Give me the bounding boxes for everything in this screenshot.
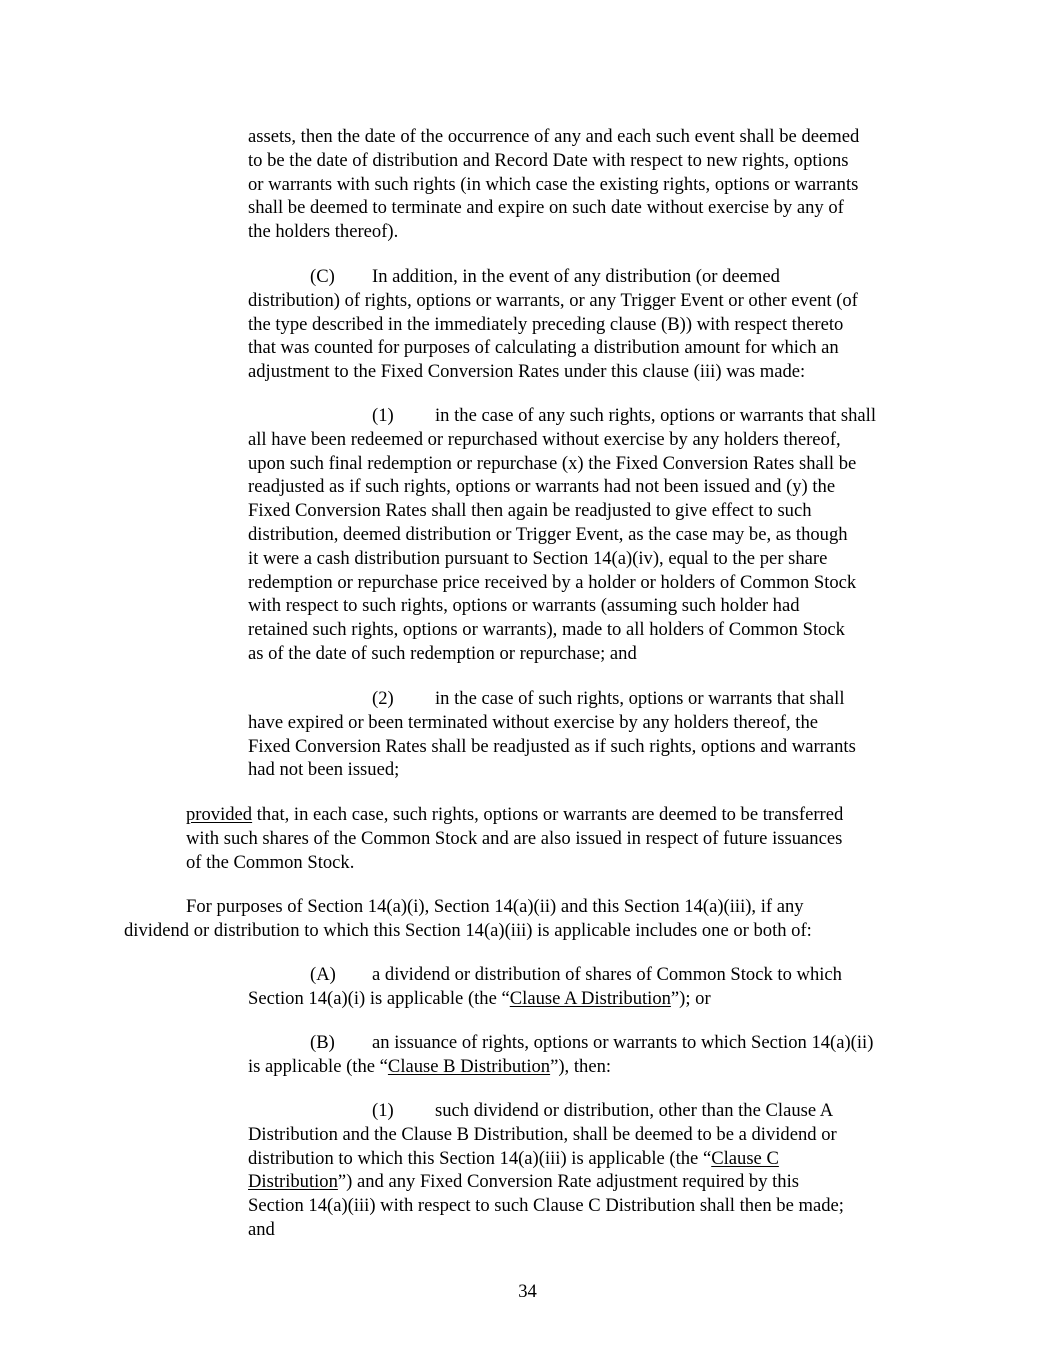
text-line: that was counted for purposes of calculating a distribution amount for which an: [248, 337, 839, 359]
text-line: had not been issued;: [248, 759, 400, 781]
clause-a-first-line: (A) a dividend or distribution of shares of Common Stock to which: [310, 964, 842, 985]
item-1-label: (1): [372, 405, 394, 426]
provided-term: provided: [186, 804, 253, 825]
clause-a-label: (A): [310, 964, 336, 985]
item-1-first-line: (1) in the case of any such rights, options or warrants that shall: [372, 405, 876, 426]
page-number: 34: [518, 1281, 537, 1302]
clause-b-first-line: (B) an issuance of rights, options or warrants to which Section 14(a)(ii): [310, 1032, 874, 1053]
text-line: have expired or been terminated without exercise by any holders thereof, the: [248, 711, 818, 733]
text-line: Fixed Conversion Rates shall be readjusted as if such rights, options and warrants: [248, 735, 856, 757]
text-line: of the Common Stock.: [186, 851, 355, 873]
item-1b-first-line: (1) such dividend or distribution, other than the Clause A: [372, 1100, 834, 1121]
text-line: with respect to such rights, options or warrants (assuming such holder had: [248, 595, 800, 617]
paragraph-assets: [248, 125, 859, 244]
item-1-redeemed: [248, 404, 876, 666]
for-purposes-line-2: dividend or distribution to which this Section 14(a)(iii) is applicable includes one or both of:: [124, 920, 812, 941]
item-2-expired: [248, 687, 856, 782]
clause-b-second-line: is applicable (the “Clause B Distribution”), then:: [248, 1055, 612, 1077]
clause-c: [248, 265, 858, 384]
defined-term-clause-b: Clause B Distribution: [387, 1055, 551, 1077]
text-line: redemption or repurchase price received by a holder or holders of Common Stock: [248, 571, 857, 593]
text-line: readjusted as if such rights, options or warrants had not been issued and (y) the: [248, 476, 836, 498]
clause-a-distribution: [248, 963, 842, 1011]
text-line: to be the date of distribution and Record Date with respect to new rights, options: [248, 149, 849, 171]
text-line: Fixed Conversion Rates shall then again be readjusted to give effect to such: [248, 500, 812, 522]
item-2-label: (2): [372, 688, 394, 709]
text-line: as of the date of such redemption or repurchase; and: [248, 642, 637, 664]
text-line: Distribution and the Clause B Distribution, shall be deemed to be a dividend or: [248, 1123, 837, 1145]
defined-term-clause-a: Clause A Distribution: [509, 987, 671, 1009]
defined-term-clause-c-part2: Distribution: [248, 1171, 338, 1193]
text-line: Section 14(a)(iii) with respect to such Clause C Distribution shall then be made;: [248, 1195, 844, 1217]
text-line: it were a cash distribution pursuant to Section 14(a)(iv), equal to the per share: [248, 547, 828, 569]
item-2-first-line: (2) in the case of such rights, options or warrants that shall: [372, 688, 845, 709]
text-line: all have been redeemed or repurchased without exercise by any holders thereof,: [248, 428, 841, 450]
text-line: distribution) of rights, options or warrants, or any Trigger Event or other event (of: [248, 289, 858, 311]
clause-c-first-line: (C) In addition, in the event of any distribution (or deemed: [310, 266, 780, 287]
paragraph-provided: [186, 803, 843, 874]
defined-term-clause-c-part1: Clause C: [711, 1147, 779, 1169]
clause-c-label: (C): [310, 266, 335, 287]
text-line: or warrants with such rights (in which case the existing rights, options or warrants: [248, 173, 859, 195]
text-line: adjustment to the Fixed Conversion Rates under this clause (iii) was made:: [248, 361, 806, 383]
text-line: distribution, deemed distribution or Trigger Event, as the case may be, as though: [248, 523, 848, 545]
clause-b-distribution: [248, 1031, 873, 1079]
text-line: the type described in the immediately preceding clause (B)) with respect thereto: [248, 313, 844, 335]
text-line: shall be deemed to terminate and expire on such date without exercise by any of: [248, 197, 844, 219]
text-line: with such shares of the Common Stock and are also issued in respect of future issuances: [186, 827, 843, 849]
for-purposes-line-1: For purposes of Section 14(a)(i), Section 14(a)(ii) and this Section 14(a)(iii), if any: [186, 896, 804, 917]
text-line: Distribution”) and any Fixed Conversion Rate adjustment required by this: [248, 1171, 800, 1193]
text-line: and: [248, 1218, 275, 1240]
clause-a-second-line: Section 14(a)(i) is applicable (the “Clause A Distribution”); or: [248, 987, 711, 1009]
text-line: distribution to which this Section 14(a)(iii) is applicable (the “Clause C: [248, 1147, 779, 1169]
provided-first-line: provided that, in each case, such rights, options or warrants are deemed to be transferred: [186, 804, 844, 825]
item-1-clause-c: [248, 1099, 844, 1242]
text-line: assets, then the date of the occurrence of any and each such event shall be deemed: [248, 126, 860, 147]
text-line: retained such rights, options or warrants), made to all holders of Common Stock: [248, 619, 845, 641]
item-1b-label: (1): [372, 1100, 394, 1121]
text-line: upon such final redemption or repurchase (x) the Fixed Conversion Rates shall be: [248, 452, 857, 474]
clause-b-label: (B): [310, 1032, 335, 1053]
text-line: the holders thereof).: [248, 221, 399, 243]
